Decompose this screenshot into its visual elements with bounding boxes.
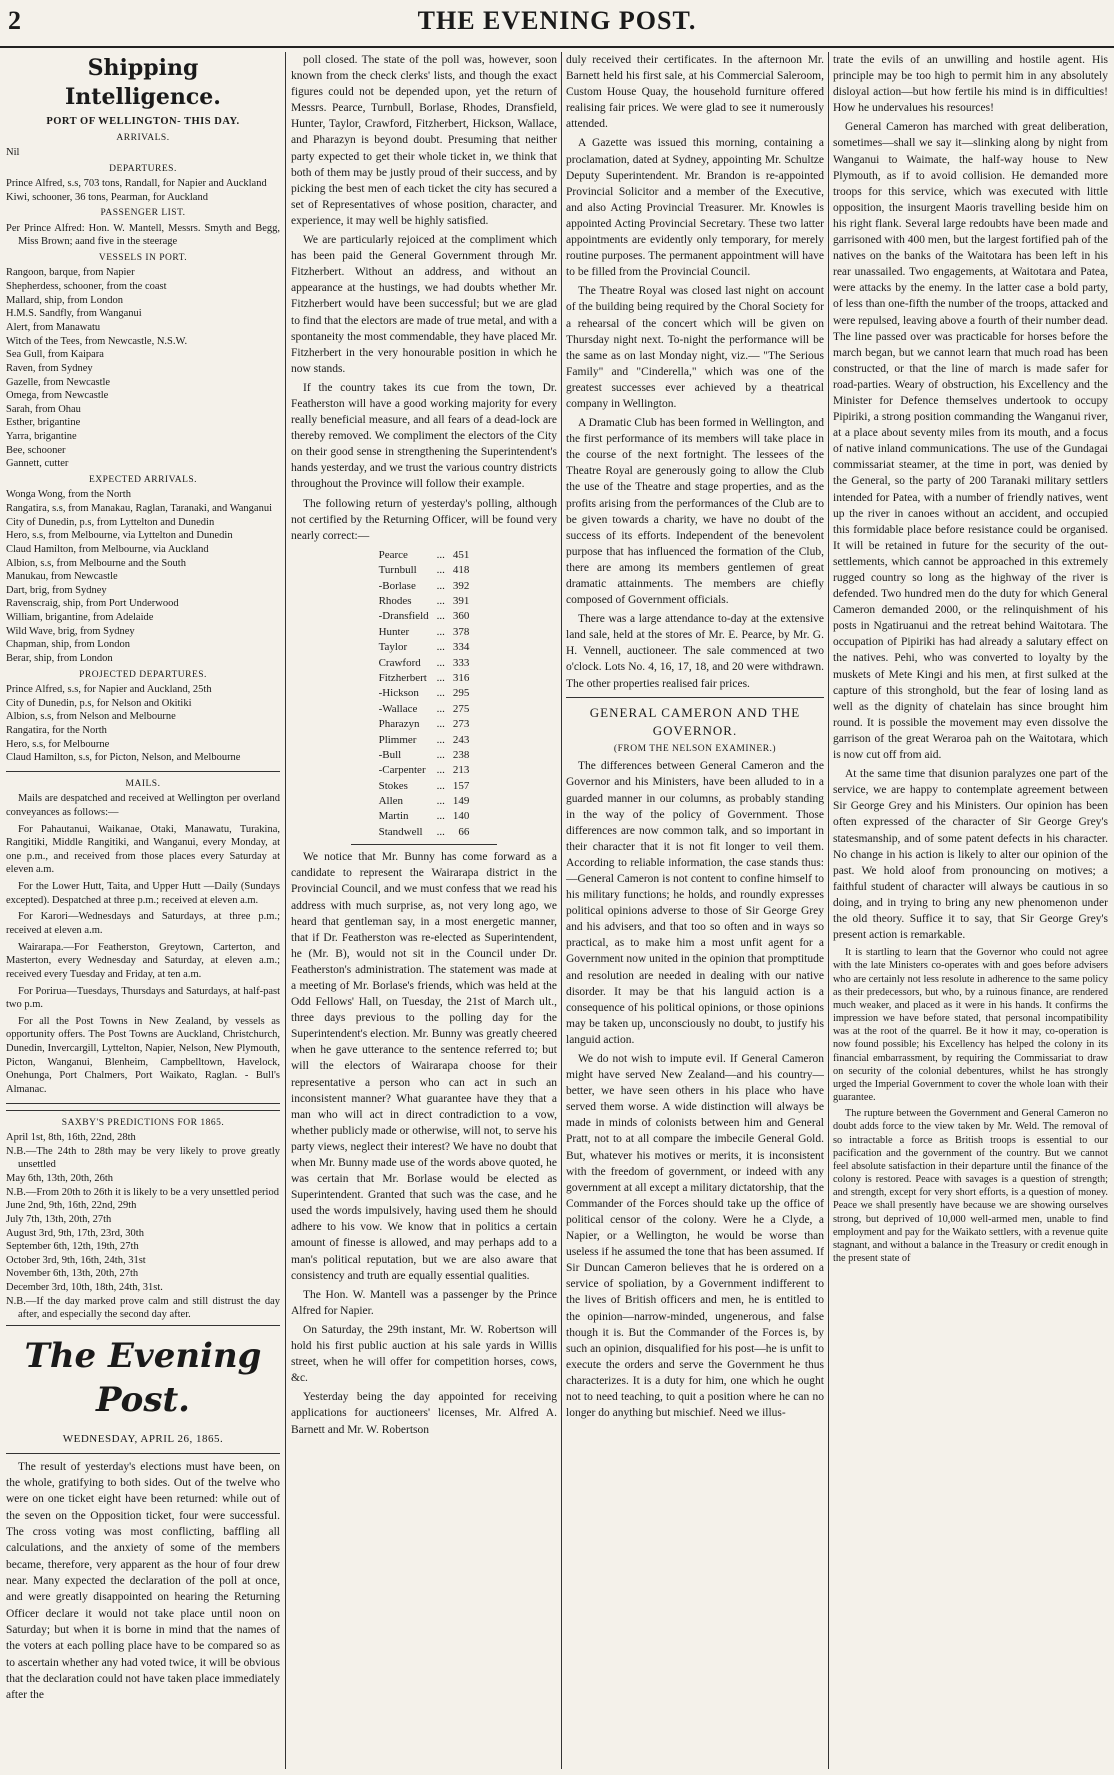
table-row: Hunter ... 378 [375, 625, 474, 640]
editorial-paragraph: On Saturday, the 29th instant, Mr. W. Robertson will hold his first public auction at his sale yards in Willis street, when he will offer for competition horses, cows, &c. [291, 1323, 557, 1385]
table-row: Fitzherbert ... 316 [375, 671, 474, 686]
list-item: Gazelle, from Newcastle [6, 376, 111, 388]
arrivals-nil: Nil [6, 147, 20, 159]
editorial-paragraph: The following return of yesterday's polling, although not certified by the Returning Officer, will be found very nearly correct:— [291, 497, 557, 542]
page-header [0, 0, 1114, 48]
table-row: Taylor ... 334 [375, 640, 474, 655]
divider [566, 697, 824, 698]
candidate-name: -Bull [378, 748, 402, 761]
column-1 [6, 52, 280, 1769]
port-line: PORT OF WELLINGTON- THIS DAY. [46, 116, 240, 128]
list-item: Dart, brig, from Sydney [6, 584, 107, 596]
editorial-paragraph: The result of yesterday's elections must have been, on the whole, gratifying to both sides. Out of the twelve who were on one ticket eight have been returned: while out of the seven on the Opposition ticket, four were successful. The cross voting was most conflicting, baffling all calculations, and the anxiety of some of the members became, therefore, very apparent as the hour of four drew near. Many expected the declaration of the poll at once, and were greatly disappointed on hearing the Returning Officer declare it would not take place until noon on Saturday; but when it is borne in mind that the names of the voters at each polling place have to be compared so as to ascertain whether any had voted twice, it will be obvious that the declaration could not have taken place immediately after the [6, 1460, 280, 1702]
table-row: Standwell ... 66 [375, 825, 474, 840]
list-item: Mallard, ship, from London [6, 294, 123, 306]
table-row: Pearce ... 451 [375, 548, 474, 563]
mails-paragraph: Wairarapa.—For Featherston, Greytown, Carterton, and Masterton, every Wednesday and Saturday, at eleven a.m.; received every Tuesday and Friday, at ten a.m. [6, 941, 280, 980]
vessels-list [6, 266, 280, 471]
candidate-name: -Dransfield [378, 610, 429, 623]
list-item: Hero, s.s, for Melbourne [6, 738, 110, 750]
list-item: Prince Alfred, s.s, for Napier and Auckland, 25th [6, 684, 212, 696]
article-paragraph: It is startling to learn that the Governor who could not agree with the late Ministers co-operates with and goes before advisers who are certainly not less resolute in adherence to the same policy as their predecessors, but who, by a ruinous finance, are rendered much weaker, and placed as it were in his hands. It confirms the impression we have before stated, that personal incompatibility was at the root of the quarrel. Be it how it may, co-operation is now found possible; his Excellency has helped the colony in its financial embarrassment, by requiring the Commissariat to draw on security of the colonial debentures, whilst he has strongly urged the Imperial Government to cover the whole loan with their guarantee. [833, 947, 1108, 1104]
candidate-name: Crawford [378, 656, 421, 669]
list-item: H.M.S. Sandfly, from Wanganui [6, 308, 142, 320]
saxby-line: July 7th, 13th, 20th, 27th [6, 1213, 112, 1225]
mails-paragraph: For Pahautanui, Waikanae, Otaki, Manawatu, Turakina, Rangitiki, Middle Rangitiki, and Wanganui, every Monday, at one p.m., and received from those places every Saturday at eleven a.m. [6, 823, 280, 876]
list-item: Rangatira, for the North [6, 724, 107, 736]
candidate-name: Pharazyn [378, 718, 420, 731]
column-2 [291, 52, 557, 1769]
list-item: Prince Alfred, s.s, 703 tons, Randall, for Napier and Auckland [6, 178, 267, 190]
candidate-name: -Borlase [378, 579, 416, 592]
list-item: Wonga Wong, from the North [6, 489, 131, 501]
list-item: Esther, brigantine [6, 417, 81, 429]
editorial-paragraph: If the country takes its cue from the town, Dr. Featherston will have a good working majority for every really beneficial measure, and all fears of a dead-lock are thereby removed. We compliment the electors of the City on their good sense in strengthening the Superintendent's hands yesterday, and we trust the various country districts throughout the Province will follow their example. [291, 381, 557, 491]
saxby-line: N.B.—From 20th to 26th it is likely to be a very unsettled period [6, 1186, 279, 1198]
expected-heading: EXPECTED ARRIVALS. [88, 475, 198, 486]
list-item: Albion, s.s, from Melbourne and the South [6, 557, 186, 569]
mails-paragraph: For the Lower Hutt, Taita, and Upper Hutt —Daily (Sundays excepted). Despatched at three p.m.; received at eleven a.m. [6, 881, 280, 906]
editorial-paragraph: A Gazette was issued this morning, containing a proclamation, dated at Sydney, appointing Mr. Schultze Deputy Superintendent. Mr. Brandon is re-appointed Provincial Solicitor and a member of the Executive, and also Acting Provincial Treasurer. Mr. Knowles is appointed Acting Provincial Secretary. These two latter appointments are evidently only temporary, for merely routine purposes. The permanent appointment will have to be filled from the Provincial Council. [566, 137, 824, 279]
table-row: -Hickson ... 295 [375, 686, 474, 701]
mails-paragraph: Mails are despatched and received at Wellington per overland conveyances as follows:— [6, 793, 280, 818]
vote-count: 213 [452, 764, 470, 777]
editorial-paragraph: A Dramatic Club has been formed in Wellington, and the first performance of its members will take place in the course of the next fortnight. The lessees of the Theatre Royal are generously going to allow the Club the use of the Theatre and stage properties, and as the profits arising from the performances of the Club are to be given towards a charity, we have no doubt of the success of its efforts. Independent of the benevolent purpose that has influenced the formation of the Club, there are among its members gentlemen of great dramatic attainments. The members are chiefly composed of Government officials. [566, 417, 824, 607]
candidate-name: -Wallace [378, 702, 418, 715]
table-row: Allen ... 149 [375, 794, 474, 809]
saxby-line: N.B.—If the day marked prove calm and still distrust the day after, and especially the second day after. [6, 1295, 280, 1321]
article-small-type [833, 946, 1108, 1265]
list-item: William, brigantine, from Adelaide [6, 612, 154, 624]
table-row: Stokes ... 157 [375, 779, 474, 794]
table-row: Turnbull ... 418 [375, 563, 474, 578]
vote-count: 451 [452, 548, 470, 561]
table-row: Rhodes ... 391 [375, 594, 474, 609]
candidate-name: Plimmer [378, 733, 417, 746]
list-item: Claud Hamilton, s.s, for Picton, Nelson, and Melbourne [6, 752, 241, 764]
candidate-name: Hunter [378, 625, 410, 638]
list-item: Claud Hamilton, from Melbourne, via Auckland [6, 543, 209, 555]
candidate-name: Rhodes [378, 594, 412, 607]
passenger-heading: PASSENGER LIST. [100, 208, 186, 219]
vote-count: 238 [452, 748, 470, 761]
table-row: -Dransfield ... 360 [375, 609, 474, 624]
table-row: -Bull ... 238 [375, 748, 474, 763]
column-rule [828, 52, 829, 1769]
table-row: Pharazyn ... 273 [375, 717, 474, 732]
masthead-title: The Evening Post. [24, 1335, 262, 1421]
list-item: Rangatira, s.s, from Manakau, Raglan, Taranaki, and Wanganui [6, 503, 272, 514]
candidate-name: Allen [378, 795, 404, 808]
saxby-line: November 6th, 13th, 20th, 27th [6, 1268, 139, 1280]
vote-count: 140 [452, 810, 470, 823]
dateline: WEDNESDAY, APRIL 26, 1865. [62, 1433, 224, 1446]
passenger-list: Per Prince Alfred: Hon. W. Mantell, Messrs. Smyth and Begg, Miss Brown; aand five in the steerage [6, 222, 280, 248]
table-row: -Wallace ... 275 [375, 702, 474, 717]
mails-box [6, 771, 280, 1104]
list-item: Berar, ship, from London [6, 653, 113, 665]
editorial-paragraph: The Hon. W. Mantell was a passenger by the Prince Alfred for Napier. [291, 1288, 557, 1317]
candidate-name: Stokes [378, 779, 408, 792]
list-item: City of Dunedin, p.s, for Nelson and Okitiki [6, 697, 192, 709]
editorial-paragraph: poll closed. The state of the poll was, however, soon known from the check clerks' lists, and though the exact figures could not be depended upon, yet the return of Messrs. Pearce, Turnbull, Borlase, Rhodes, Dransfield, Hunter, Taylor, Crawford, Fitzherbert, Hickson, Wallace, and Pharazyn is beyond doubt. Presuming that neither party expected to get their whole ticket in, we think that both of them may be justly proud of their success, and by picking the best men of each ticket the city has secured a set of Representatives of whose position, character, and experience, it may well be highly satisfied. [291, 54, 557, 227]
column-3 [566, 52, 824, 1769]
saxby-heading: SAXBY'S PREDICTIONS FOR 1865. [61, 1117, 225, 1128]
article-paragraph: General Cameron has marched with great deliberation, sometimes—shall we say it—slinking along by night from Wanganui to Waimate, the half-way house to New Plymouth, as if to avoid collision. He demanded more troops for this service, which was executed with little opposition, the insurgent Maoris travelling beside him on his right flank. Several large redoubts have been made and garrisoned with 400 men, but the largest fortified pah of the natives on the banks of the Waitotara has been left in his rear unassailed. Two engagements, at Waitotara and Patea, were attacks by the enemy. In the latter case a bold party, of less than one-fifth the number of the troops, attacked and were repulsed, leaving above a fourth of their number dead. The line passed over was practicable for horses before the march began, but we cannot learn that much road has been constructed, or that the line of march is made safer for road-parties. Weary of obstruction, his Excellency and the Minister for Defence themselves undertook to occupy Pipiriki, a strong position commanding the Wanganui river, at a place about seventy miles from its mouth, and a focus of native inland communications. The use of the Gundagai commissariat steamer, at the time in port, was denied by the General, so the party of 200 Taranaki military settlers intended for Patea, with a number of friendly natives, went up the river in canoes without an accident, and occupied this formidable place before resistance could be organised. It will be retained in future for the security of the out-settlements, which cannot be approached in this extremely rugged country so long as the highway of the river is defended. Two hundred men do the duty for which General Cameron demanded 2000, or the relinquishment of his posts in Ngatiruanui and the retreat behind Waitotara. The occupation of Pipiriki has had already a salutary effect on the natives. Pehi, who was converted to loyalty by the muskets of Mete Kingi and his men, at first sulked at the capture of this stronghold, but the fear of losing land as well as the dignity of chatelain has since brought him round. It is possible the movement may even dissolve the garrison of the great Weraroa pah on the Waitotara, which is now cut off from aid. [833, 121, 1108, 762]
vote-count: 334 [452, 641, 470, 654]
list-item: Raven, from Sydney [6, 362, 93, 374]
candidate-name: Turnbull [378, 564, 417, 577]
candidate-name: Taylor [378, 641, 408, 654]
saxby-line: N.B.—The 24th to 28th may be very likely to prove greatly unsettled [6, 1145, 280, 1171]
saxby-line: April 1st, 8th, 16th, 22nd, 28th [6, 1132, 136, 1144]
saxby-line: August 3rd, 9th, 17th, 23rd, 30th [6, 1227, 144, 1239]
mails-paragraph: For all the Post Towns in New Zealand, by vessels as opportunity offers. The Post Towns are Auckland, Christchurch, Dunedin, Invercargill, Lyttelton, Napier, Nelson, New Plymouth, Picton, Wanganui, Blenheim, Campbelltown, Havelock, Onehunga, Port Chalmers, Port Waikato, Raglan. - Bull's Almanac. [6, 1015, 280, 1096]
vote-count: 295 [452, 687, 470, 700]
candidate-name: -Carpenter [378, 764, 426, 777]
projected-list [6, 683, 280, 765]
vote-count: 418 [452, 564, 470, 577]
table-row: -Borlase ... 392 [375, 579, 474, 594]
list-item: Sarah, from Ohau [6, 403, 81, 415]
saxby-line: September 6th, 12th, 19th, 27th [6, 1241, 139, 1253]
editorial-paragraph: Yesterday being the day appointed for receiving applications for auctioneers' licenses, Mr. Alfred A. Barnett and Mr. W. Robertson [291, 1391, 557, 1436]
article-paragraph: At the same time that disunion paralyzes one part of the service, we are happy to contemplate agreement between Sir George Grey and his Ministers. Our opinion has been often expressed of the character of Sir George Grey's statesmanship, and of some patent defects in his character. No change in his action is likely to alter our opinion of the past. We hold aloof from pronouncing on motives; a faithful student of character will always be cautious in so doing, and in trying to bring any new phenomenon under the old theory. Suffice it to say, that Sir George Grey's present action is remarkable. [833, 768, 1108, 942]
expected-list [6, 488, 280, 665]
mails-paragraph: For Porirua—Tuesdays, Thursdays and Saturdays, at half-past two p.m. [6, 985, 280, 1011]
article-title: GENERAL CAMERON AND THE GOVERNOR. [589, 704, 801, 738]
article-paragraph: The differences between General Cameron and the Governor and his Ministers, have been alluded to in a guarded manner in our columns, as probably standing in the way of the policy of Government. Those differences are now common talk, and so important in their character that it is not fit longer to veil them. According to reliable information, the case stands thus: —General Cameron is not content to confine himself to his military functions; he holds, and roundly expresses political opinions adverse to those of Sir George Grey and his advisers, and that too so often and in ways so practical, as to make him a most unfit agent for a Government now united in the opinion that promptitude and resolution are needed in dealing with our native disorder. It may be that his languid action is a consequence of his political opinions, or those opinions may be taken up, unconsciously no doubt, to justify his languid action. [566, 760, 824, 1046]
editorial-paragraph: There was a large attendance to-day at the extensive land sale, held at the stores of Mr. E. Pearce, by Mr. G. H. Vennell, auctioneer. The sale commenced at two o'clock. Lots No. 4, 16, 17, 18, and 20 were withdrawn. The other properties realised fair prices. [566, 613, 824, 690]
table-row: Plimmer ... 243 [375, 733, 474, 748]
saxby-box [6, 1110, 280, 1326]
saxby-line: December 3rd, 10th, 18th, 24th, 31st. [6, 1282, 163, 1294]
shipping-heading: Shipping Intelligence. [65, 55, 221, 110]
vote-count: 275 [452, 702, 470, 715]
candidate-name: -Hickson [378, 687, 419, 700]
article-paragraph: We do not wish to impute evil. If General Cameron might have served New Zealand—and his country—better, we have seen others in his place who have served them worse. A wide distinction will always be made in minds of colonists between him and General Pratt, not to at all compare the imbecile General Gold. But, whatever his motives or merits, it is inconsistent with the freedom of government, or indeed with any government at all except a military dictatorship, that the Commander of the Forces should take up the office of political censor of the colony. Were he a Clyde, a Napier, or a Wellington, he would be worse than useless if he assumed the tone that has been assumed. If Sir Duncan Cameron believes that he is ordered on a service of spoliation, by a Government indifferent to the lives of British officers and men, he is entitled to the opinion—narrow-minded, ungenerous, and false though it is. But the Commander of the Forces is, by such an opinion, disqualified for his post—he is unfit to execute the orders and serve the Government he thus characterizes. It is a duty for him, one which he ought not to need teaching, to quit a position where he can no longer do anything but mischief. Need we illus- [566, 1053, 824, 1420]
list-item: Gannett, cutter [6, 458, 69, 470]
article-source: (FROM THE NELSON EXAMINER.) [613, 744, 777, 755]
column-rule [561, 52, 562, 1769]
list-item: Kiwi, schooner, 36 tons, Pearman, for Auckland [6, 191, 208, 203]
vote-count: 273 [452, 718, 470, 731]
list-item: Omega, from Newcastle [6, 390, 109, 402]
list-item: Sea Gull, from Kaipara [6, 349, 104, 361]
vote-count: 391 [452, 594, 470, 607]
vote-count: 360 [452, 610, 470, 623]
vessels-heading: VESSELS IN PORT. [98, 253, 188, 264]
list-item: Hero, s.s, from Melbourne, via Lyttelton and Dunedin [6, 530, 233, 542]
vote-count: 392 [452, 579, 470, 592]
table-row: Crawford ... 333 [375, 656, 474, 671]
list-item: Wild Wave, brig, from Sydney [6, 625, 135, 637]
editorial-paragraph: We notice that Mr. Bunny has come forward as a candidate to represent the Wairarapa district in the Provincial Council, and we must confess that we read his address with much surprise, as, not very long ago, we heard that gentleman say, in a most energetic manner, that if Dr. Featherston was re-elected as Superintendent, he (Mr. B), would not sit in the Council under Dr. Featherston's administration. The statement was made at a meeting of Mr. Borlase's friends, which was held at the Odd Fellows' Hall, on Tuesday, the 21st of March ult., three days previous to the polling day for the Superintendent's election. Mr. Bunny was greatly cheered when he gave utterance to the sentence referred to; but will the electors of Wairarapa choose for their representative a person who can act in such an inconsistent manner? What guarantee have they that a man who will act in direct contradiction to a vow, whether publicly made or otherwise, will not, to serve his party views, neglect their interest? We have no doubt that when Mr. Bunny made use of the words above quoted, he was certain that Mr. Borlase would be elected as Superintendent. Granted that such was the case, and he used the words impulsively, having used them he should adhere to his vow. We know that in politics a certain amount of finesse is allowed, and may perhaps add to a man's political reputation, but we are also aware that consistency and truth are equally essential qualities. [291, 851, 557, 1282]
divider [351, 844, 497, 845]
vote-count: 149 [452, 795, 470, 808]
candidate-name: Pearce [378, 548, 408, 561]
list-item: Bee, schooner [6, 444, 66, 456]
divider [6, 1453, 280, 1454]
editorial-paragraph: We are particularly rejoiced at the compliment which has been paid the General Government through Mr. Fitzherbert. Without an address, and without an appearance at the hustings, we had doubts whether Mr. Fitzherbert would have been successful; but we are glad to find that the electors are made of true metal, and with a spontaneity the most commendable, they have placed Mr. Fitzherbert in the very honourable position in which he now stands. [291, 234, 557, 375]
list-item: Alert, from Manawatu [6, 321, 101, 333]
editorial-paragraph: The Theatre Royal was closed last night on account of the building being required by the Choral Society for a rehearsal of the concert which will be given on Thursday night next. To-night the performance will be the same as on last Monday night, viz.— "The Serious Family" and "Cinderella," which was one of the greatest successes ever achieved by a theatrical company in Wellington. [566, 285, 824, 410]
saxby-line: October 3rd, 9th, 16th, 24th, 31st [6, 1254, 146, 1266]
list-item: Chapman, ship, from London [6, 639, 130, 651]
article-paragraph: The rupture between the Government and General Cameron no doubt adds force to the view taken by Mr. Weld. The removal of so intractable a force as British troops is essential to our pacification and the government of the country. But we cannot feel absolute satisfaction in their departure until the finance of the colony is restored. Peace with savages is a question of strength; and strength, except for very short efforts, is a question of money. Peace we shall presently have because we are showing ourselves strong, but deprived of 10,000 well-armed men, unable to find employment and pay for the Waikato settlers, with a revenue quite stagnant, and without a balance in the Treasury or credit enough in the present state of [833, 1108, 1108, 1265]
vote-count: 157 [452, 779, 470, 792]
mails-paragraph: For Karori—Wednesdays and Saturdays, at three p.m.; received at eleven a.m. [6, 911, 280, 936]
poll-table [375, 548, 474, 840]
candidate-name: Martin [378, 810, 409, 823]
list-item: Yarra, brigantine [6, 431, 77, 443]
list-item: Witch of the Tees, from Newcastle, N.S.W. [6, 335, 188, 347]
candidate-name: Standwell [378, 825, 423, 838]
mails-heading: MAILS. [125, 778, 161, 789]
table-row: -Carpenter ... 213 [375, 763, 474, 778]
article-paragraph: trate the evils of an unwilling and hostile agent. His principle may be too high to permit him in any absolutely disloyal action—but how fertile his mind is in difficulties! How he undervalues his resources! [833, 54, 1108, 115]
table-row: Martin ... 140 [375, 809, 474, 824]
column-4 [833, 52, 1108, 1769]
arrivals-heading: ARRIVALS. [116, 132, 170, 143]
projected-heading: PROJECTED DEPARTURES. [79, 669, 207, 680]
list-item: Albion, s.s, from Nelson and Melbourne [6, 711, 176, 723]
vote-count: 66 [458, 825, 470, 838]
column-rule [285, 52, 286, 1769]
list-item: City of Dunedin, p.s, from Lyttelton and Dunedin [6, 516, 215, 528]
saxby-line: June 2nd, 9th, 16th, 22nd, 29th [6, 1200, 137, 1212]
page-number: 2 [8, 6, 21, 35]
newspaper-title: THE EVENING POST. [417, 6, 697, 35]
vote-count: 378 [452, 625, 470, 638]
departures-heading: DEPARTURES. [109, 163, 177, 174]
vote-count: 243 [452, 733, 470, 746]
candidate-name: Fitzherbert [378, 671, 427, 684]
list-item: Shepherdess, schooner, from the coast [6, 281, 167, 293]
vote-count: 333 [452, 656, 470, 669]
saxby-line: May 6th, 13th, 20th, 26th [6, 1172, 114, 1184]
list-item: Manukau, from Newcastle [6, 571, 118, 583]
list-item: Rangoon, barque, from Napier [6, 267, 135, 279]
list-item: Ravenscraig, ship, from Port Underwood [6, 598, 179, 610]
vote-count: 316 [452, 671, 470, 684]
editorial-paragraph: duly received their certificates. In the afternoon Mr. Barnett held his first sale, at his Commercial Saleroom, Custom House Quay, the household furniture offered realising fair prices. We were glad to see it numerously attended. [566, 54, 824, 131]
